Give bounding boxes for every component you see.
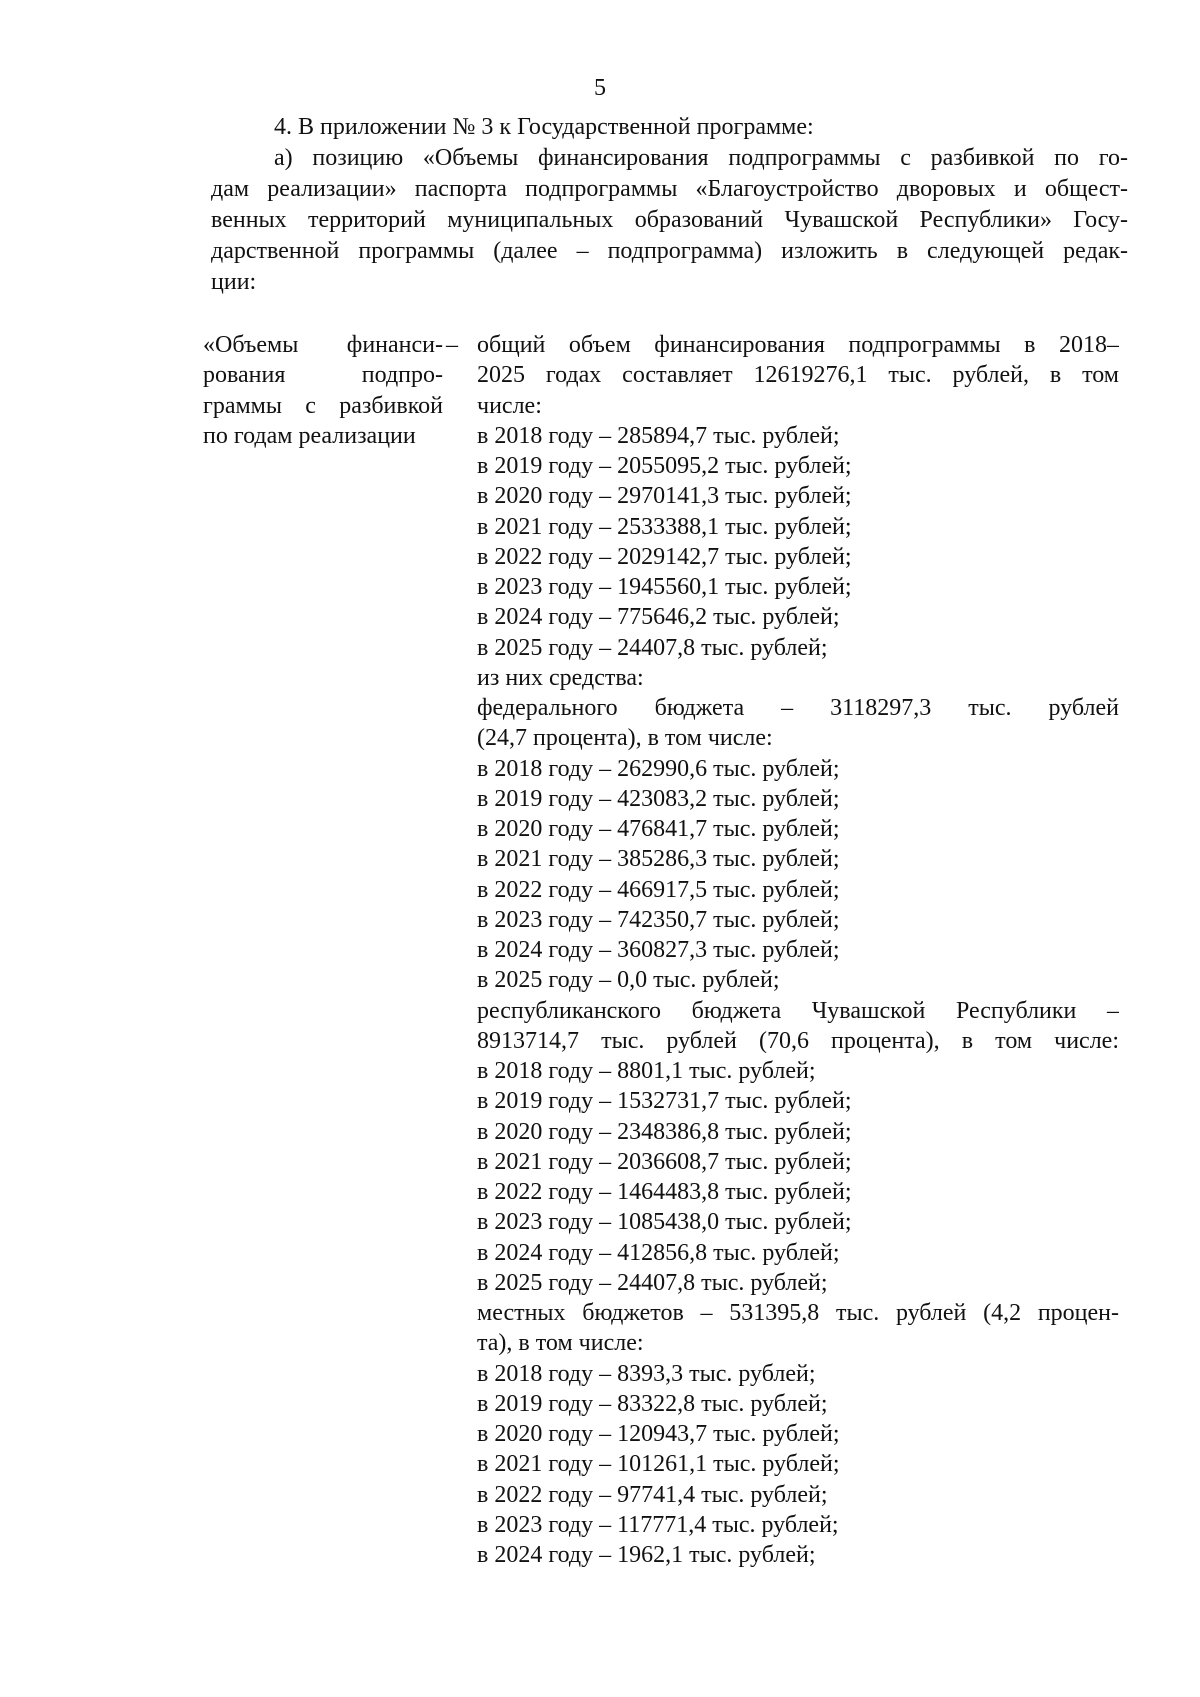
financing-line: в 2024 году – 412856,8 тыс. рублей; xyxy=(477,1239,840,1266)
section-heading: 4. В приложении № 3 к Государственной программе: xyxy=(274,114,814,140)
financing-line: в 2024 году – 360827,3 тыс. рублей; xyxy=(477,937,840,963)
financing-line: в 2022 году – 97741,4 тыс. рублей; xyxy=(477,1481,828,1508)
financing-line: в 2021 году – 2533388,1 тыс. рублей; xyxy=(477,513,852,540)
financing-line: в 2022 году – 1464483,8 тыс. рублей; xyxy=(477,1179,852,1205)
paragraph-line: ции: xyxy=(211,269,257,295)
financing-line: в 2018 году – 262990,6 тыс. рублей; xyxy=(477,755,840,782)
financing-line: в 2022 году – 466917,5 тыс. рублей; xyxy=(477,876,840,903)
financing-line: в 2018 году – 285894,7 тыс. рублей; xyxy=(477,422,840,449)
financing-line: та), в том числе: xyxy=(477,1330,644,1357)
financing-line: в 2018 году – 8801,1 тыс. рублей; xyxy=(477,1058,816,1084)
financing-line: в 2023 году – 117771,4 тыс. рублей; xyxy=(477,1511,839,1538)
financing-line: из них средства: xyxy=(477,664,644,691)
financing-line: в 2020 году – 120943,7 тыс. рублей; xyxy=(477,1421,840,1447)
financing-line: в 2023 году – 742350,7 тыс. рублей; xyxy=(477,906,840,933)
intro-section xyxy=(211,112,1128,143)
financing-line: в 2019 году – 1532731,7 тыс. рублей; xyxy=(477,1088,852,1115)
financing-line: (24,7 процента), в том числе: xyxy=(477,725,773,752)
paragraph-line: дам реализации» паспорта подпрограммы «Благоустройство дворовых и общест- xyxy=(211,176,1128,202)
financing-line: в 2020 году – 2348386,8 тыс. рублей; xyxy=(477,1118,852,1145)
financing-line: общий объем финансирования подпрограммы в 2018– xyxy=(477,332,1119,358)
financing-line: в 2020 году – 476841,7 тыс. рублей; xyxy=(477,816,840,842)
financing-line: в 2021 году – 385286,3 тыс. рублей; xyxy=(477,846,840,873)
financing-line: в 2019 году – 423083,2 тыс. рублей; xyxy=(477,785,840,812)
financing-line: республиканского бюджета Чувашской Республики – xyxy=(477,997,1119,1024)
financing-line: 8913714,7 тыс. рублей (70,6 процента), в том числе: xyxy=(477,1027,1119,1054)
financing-line: числе: xyxy=(477,392,542,419)
financing-line: федерального бюджета – 3118297,3 тыс. рублей xyxy=(477,695,1119,721)
financing-line: в 2021 году – 101261,1 тыс. рублей; xyxy=(477,1451,840,1478)
financing-line: в 2024 году – 775646,2 тыс. рублей; xyxy=(477,604,840,631)
position-label-line: граммы с разбивкой xyxy=(203,392,443,419)
financing-line: местных бюджетов – 531395,8 тыс. рублей (4,2 процен- xyxy=(477,1300,1119,1326)
financing-line: в 2019 году – 2055095,2 тыс. рублей; xyxy=(477,453,852,479)
position-label-line: «Объемы финанси- xyxy=(203,332,443,358)
financing-line: в 2018 году – 8393,3 тыс. рублей; xyxy=(477,1360,816,1387)
financing-line: в 2023 году – 1945560,1 тыс. рублей; xyxy=(477,574,852,600)
financing-line: в 2021 году – 2036608,7 тыс. рублей; xyxy=(477,1148,852,1175)
financing-line: в 2025 году – 0,0 тыс. рублей; xyxy=(477,967,780,994)
position-label-line: рования подпро- xyxy=(203,362,443,389)
paragraph-line: венных территорий муниципальных образований Чувашской Республики» Госу- xyxy=(211,207,1128,233)
paragraph-line: а) позицию «Объемы финансирования подпрограммы с разбивкой по го- xyxy=(274,145,1128,171)
financing-line: 2025 годах составляет 12619276,1 тыс. рублей, в том xyxy=(477,362,1119,389)
page-number: 5 xyxy=(594,75,606,101)
intro-paragraph xyxy=(211,143,1128,298)
financing-line: в 2020 году – 2970141,3 тыс. рублей; xyxy=(477,483,852,510)
position-label-line: по годам реализации xyxy=(203,422,416,449)
financing-line: в 2022 году – 2029142,7 тыс. рублей; xyxy=(477,543,852,570)
position-dash: – xyxy=(446,332,458,358)
financing-line: в 2023 году – 1085438,0 тыс. рублей; xyxy=(477,1209,852,1236)
paragraph-line: дарственной программы (далее – подпрограмма) изложить в следующей редак- xyxy=(211,238,1128,264)
financing-line: в 2019 году – 83322,8 тыс. рублей; xyxy=(477,1390,828,1417)
financing-line: в 2024 году – 1962,1 тыс. рублей; xyxy=(477,1542,816,1568)
position-label xyxy=(203,330,443,451)
position-content xyxy=(477,330,1119,1570)
financing-line: в 2025 году – 24407,8 тыс. рублей; xyxy=(477,1269,828,1296)
financing-line: в 2025 году – 24407,8 тыс. рублей; xyxy=(477,634,828,661)
